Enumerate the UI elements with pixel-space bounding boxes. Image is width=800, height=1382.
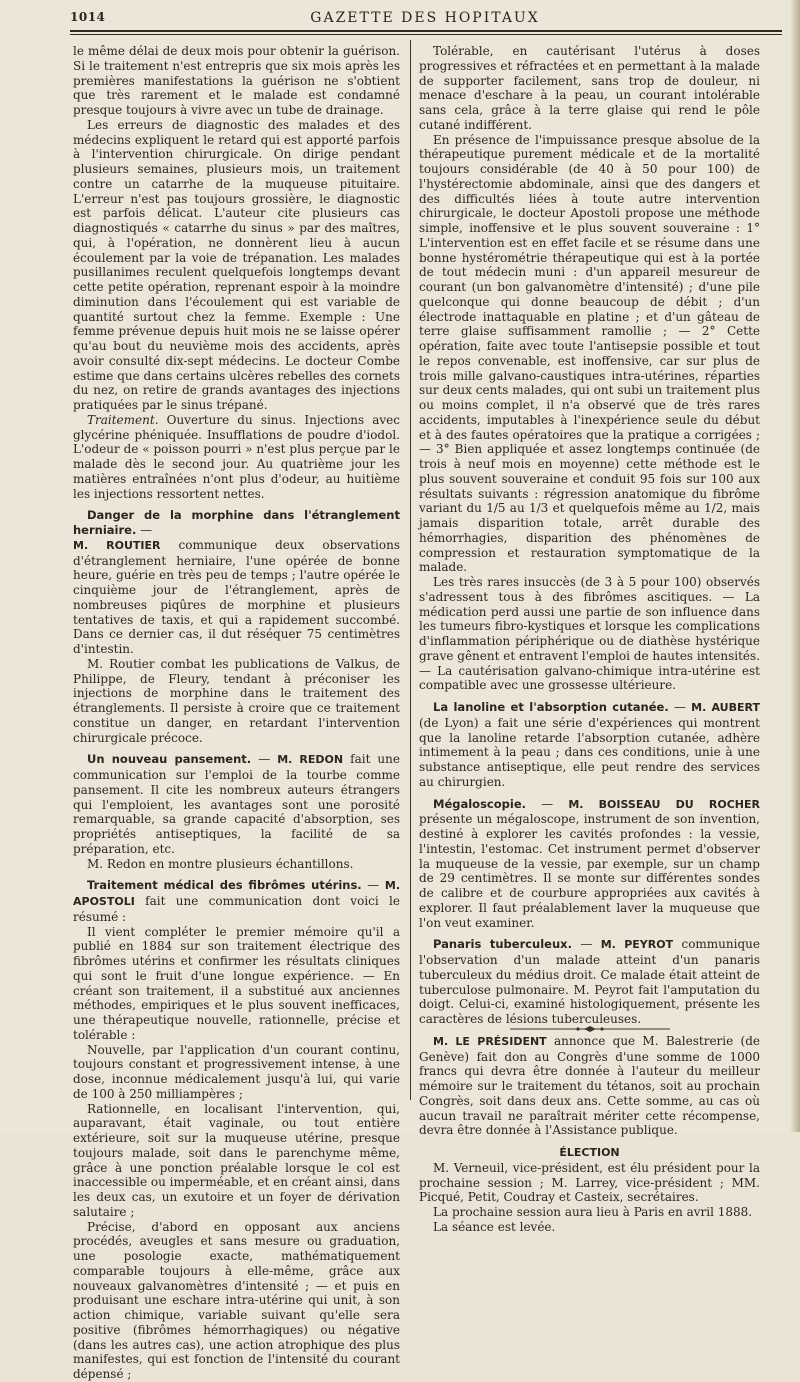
paragraph: Traitement médical des fibrômes utérins. — M. APOSTOLI fait une communication dont voici le résumé : xyxy=(73,878,400,924)
paragraph xyxy=(419,1220,760,1235)
paragraph xyxy=(73,118,400,413)
paragraph-text: La prochaine session aura lieu à Paris en avril 1888. xyxy=(433,1205,753,1219)
left-column xyxy=(73,44,400,1382)
paragraph-text: Nouvelle, par l'application d'un courant continu, toujours constant et progressivement intense, à une dose, inconnue médicalement jusqu'à lui, qui varie de 100 à 250 milliampères ; xyxy=(73,1042,400,1101)
paragraph-text: Les très rares insuccès (de 3 à 5 pour 100) observés s'adressent tous à des fibrômes ascitiques. — La médication perd aussi une partie de son influence dans les tumeurs fibro-kystiques et lorsque les complications d'inflammation périphérique ou de diathèse hystérique grave gênent et entravent l'emploi de hautes intensités. — La cautérisation galvano-chimique intra-utérine est compatible avec une grossesse ultérieure. xyxy=(419,575,761,693)
paragraph xyxy=(73,538,400,657)
section-heading: ÉLECTION xyxy=(559,1146,620,1159)
section-heading: La lanoline et l'absorption cutanée. xyxy=(433,700,669,714)
speaker-name: M. ROUTIER xyxy=(73,538,161,552)
paragraph xyxy=(419,1205,760,1220)
paragraph-text: La séance est levée. xyxy=(433,1219,556,1234)
paragraph-text: fait une communication dont voici le résumé : xyxy=(73,894,400,924)
paragraph xyxy=(73,44,400,118)
paragraph-text: Les erreurs de diagnostic des malades et des médecins expliquent le retard qui est apporté parfois à l'intervention chirurgicale. On dirige pendant plusieurs semaines, plusieurs mois, un traitement contre un catarrhe de la muqueuse pituitaire. L'erreur n'est pas toujours grossière, le diagnostic est parfois délicat. L'auteur cite plusieurs cas diagnostiqués « catarrhe du sinus » par des maîtres, qui, à l'opération, ne donnèrent lieu à aucun écoulement par la voie de trépanation. Les malades pusillanimes reculent quelquefois longtemps devant cette petite opération, reprenant espoir à la moindre diminution dans l'écoulement qui est variable de quantité surtout chez la femme. Exemple : Une femme prévenue depuis huit mois ne se laisse opérer qu'au bout du neuvième mois des accidents, après avoir consulté dix-sept médecins. Le docteur Combe estime que dans certains ulcères rebelles des cornets du nez, on retire de grands avantages des injections pratiquées par le sinus trépané. xyxy=(73,117,400,412)
paragraph xyxy=(73,925,400,1043)
paragraph xyxy=(73,1102,400,1220)
paragraph-text: Ouverture du sinus. Injections avec glycérine phéniquée. Insufflations de poudre d'iodol. L'odeur de « poisson pourri » n'est plus perçue par le malade dès le second jour. Au quatrième jour les matières entraînées n'ont plus d'odeur, au huitième les injections ressortent nettes. xyxy=(73,412,400,501)
header-rule-thin xyxy=(70,34,782,35)
journal-title: GAZETTE DES HOPITAUX xyxy=(310,10,540,26)
speaker-name: M. AUBERT xyxy=(691,701,760,714)
page-number: 1014 xyxy=(70,10,106,24)
section-heading: Panaris tuberculeux. xyxy=(433,937,572,952)
section-heading: Mégaloscopie. xyxy=(433,796,526,811)
speaker-name: M. PEYROT xyxy=(600,938,674,952)
column-divider xyxy=(410,40,411,1100)
paragraph xyxy=(73,508,400,538)
paragraph: Mégaloscopie. — M. BOISSEAU DU ROCHER présente un mégaloscope, instrument de son invention, destiné à explorer les cavités profondes : la vessie, l'intestin, l'estomac. Cet instrument permet d'observer la muqueuse de la vessie, par exemple, sur un champ de 29 centimètres. Il se monte sur différentes sondes de calibre et de courbure appropriées aux cavités à explorer. Il faut préalablement laver la muqueuse que l'on veut examiner. xyxy=(419,796,760,930)
paragraph-text: Rationnelle, en localisant l'intervention, qui, auparavant, était vaginale, ou tout entière extérieure, soit sur la muqueuse utérine, presque toujours malade, soit dans le parenchyme même, grâce à une ponction préalable lorsque le col est inaccessible ou imperméable, et en créant ainsi, dans les deux cas, un exutoire et un foyer de dérivation salutaire ; xyxy=(73,1101,400,1219)
paragraph xyxy=(419,575,760,693)
page-edge-shadow xyxy=(790,0,800,1132)
paragraph-text: (de Lyon) a fait une série d'expériences qui montrent que la lanoline retarde l'absorption cutanée, adhère intimement à la peau ; dans ces conditions, unie à une substance antiseptique, elle peut rendre des services au chirurgien. xyxy=(419,715,760,789)
paragraph-text: En présence de l'impuissance presque absolue de la thérapeutique purement médicale et de la mortalité toujours considérable (de 40 à 50 pour 100) de l'hystérectomie abdominale, ainsi que des dangers et des difficultés liées à toute autre intervention chirurgicale, le docteur Apostoli propose une méthode simple, inoffensive et le plus souvent souveraine : 1° L'intervention est en effet facile et se résume dans une bonne hystérométrie thérapeutique qui est à la portée de tout médecin muni : d'un appareil mesureur de courant (un bon galvanomètre d'intensité) ; d'une pile quelconque qui donne beaucoup de débit ; d'un électrode inattaquable en platine ; et d'un gâteau de terre glaise suffisamment ramollie ; — 2° Cette opération, faite avec toute l'antisepsie possible et tout le repos convenable, est inoffensive, car sur plus de trois mille galvano-caustiques intra-utérines, réparties sur deux cents malades, qui ont subi un traitement plus ou moins complet, il n'a observé que de très rares accidents, imputables à l'inexpérience seule du début et à des fautes opératoires que la pratique a corrigées ; — 3° Bien appliquée et assez longtemps continuée (de trois à neuf mois en moyenne) cette méthode est le plus souvent souveraine et conduit 95 fois sur 100 aux résultats suivants : régression anatomique du fibrôme variant du 1/5 au 1/3 et quelquefois même au 1/2, mais jamais disparition totale, arrêt durable des hémorrhagies, disparition des phénomènes de compression et restauration symptomatique de la malade. xyxy=(419,132,760,575)
section-heading: Un nouveau pansement. xyxy=(87,752,252,767)
header-rule-thick xyxy=(70,30,782,32)
paragraph xyxy=(419,1034,760,1138)
paragraph xyxy=(419,44,760,133)
paragraph-text: M. Routier combat les publications de Valkus, de Philippe, de Fleury, tendant à préconiser les injections de morphine dans le traitement des étranglements. Il persiste à croire que ce traitement constitue un danger, en retardant l'intervention chirurgicale précoce. xyxy=(73,656,400,745)
page-header xyxy=(70,8,780,30)
paragraph xyxy=(419,1161,760,1205)
paragraph-text: Tolérable, en cautérisant l'utérus à doses progressives et réfractées et en permettant à la malade de supporter facilement, sans trop de douleur, ni menace d'eschare à la peau, un courant intolérable sans cela, grâce à la terre glaise qui rend le pôle cutané indifférent. xyxy=(419,44,760,132)
paragraph: Un nouveau pansement. — M. REDON fait une communication sur l'emploi de la tourbe comme pansement. Il cite les nombreux auteurs étrangers qui l'emploient, les avantages sont une porosité remarquable, sa grande capacité d'absorption, ses propriétés antiseptiques, la facilité de sa préparation, etc. xyxy=(73,752,400,856)
speaker-name: M. APOSTOLI xyxy=(73,879,400,908)
paragraph-text: Il vient compléter le premier mémoire qu'il a publié en 1884 sur son traitement électrique des fibrômes utérins et confirmer les résultats cliniques qui sont le fruit d'une longue expérience. — En créant son traitement, il a substitué aux anciennes méthodes, empiriques et le plus souvent inefficaces, une thérapeutique nouvelle, rationnelle, précise et tolérable : xyxy=(73,924,400,1042)
speaker-name: M. BOISSEAU DU ROCHER xyxy=(568,797,760,811)
paragraph-text: présente un mégaloscope, instrument de son invention, destiné à explorer les cavités profondes : la vessie, l'intestin, l'estomac. Cet instrument permet d'observer la muqueuse de la vessie, par exemple, sur un champ de 29 centimètres. Il se monte sur différentes sondes de calibre et de courbure appropriées aux cavités à explorer. Il faut préalablement laver la muqueuse que l'on veut examiner. xyxy=(419,812,760,930)
section-heading: Traitement médical des fibrômes utérins. xyxy=(87,878,362,893)
paragraph xyxy=(419,133,760,576)
paragraph-text: communique l'observation d'un malade atteint d'un panaris tuberculeux du médius droit. Ce malade était atteint de tuberculose pulmonaire. M. Peyrot fait l'amputation du doigt. Celui-ci, examiné histologiquement, présente les caractères de lésions tuberculeuses. xyxy=(419,937,760,1026)
paragraph xyxy=(73,857,400,872)
right-column xyxy=(419,44,760,1235)
paragraph-text: fait une communication sur l'emploi de la tourbe comme pansement. Il cite les nombreux auteurs étrangers qui l'emploient, les avantages sont une porosité remarquable, sa grande capacité d'absorption, ses propriétés antiseptiques, la facilité de sa préparation, etc. xyxy=(73,752,400,856)
paragraph: La lanoline et l'absorption cutanée. — M. AUBERT (de Lyon) a fait une série d'expériences qui montrent que la lanoline retarde l'absorption cutanée, adhère intimement à la peau ; dans ces conditions, unie à une substance antiseptique, elle peut rendre des services au chirurgien. xyxy=(419,700,760,789)
paragraph-text: le même délai de deux mois pour obtenir la guérison. Si le traitement n'est entrepris que six mois après les premières manifestations la guérison ne s'obtient que très rarement et le malade est condamné presque toujours à vivre avec un tube de drainage. xyxy=(73,44,400,117)
paragraph-text: — xyxy=(136,523,153,537)
speaker-name: M. LE PRÉSIDENT xyxy=(433,1034,547,1048)
end-ornament xyxy=(510,1025,670,1033)
paragraph-text: annonce que M. Balestrerie (de Genève) fait don au Congrès d'une somme de 1000 francs qui devra être donnée à l'auteur du meilleur mémoire sur le traitement du tétanos, soit au prochain Congrès, soit dans deux ans. Cette somme, au cas où aucun travail ne paraîtrait mériter cette récompense, devra être donnée à l'Assistance publique. xyxy=(419,1033,760,1138)
section-heading: Danger de la morphine dans l'étranglement herniaire. xyxy=(73,508,400,537)
paragraph-text: M. Redon en montre plusieurs échantillons. xyxy=(87,856,354,871)
paragraph-text: M. Verneuil, vice-président, est élu président pour la prochaine session ; M. Larrey, vice-président ; MM. Picqué, Petit, Coudray et Casteix, secrétaires. xyxy=(419,1160,760,1205)
speaker-name: M. REDON xyxy=(277,753,344,767)
paragraph-text: communique deux observations d'étranglement herniaire, l'une opérée de bonne heure, guérie en très peu de temps ; l'autre opérée le cinquième jour de l'étranglement, après de nombreuses piqûres de morphine et plusieurs tentatives de taxis, et qui a rapidement succombé. Dans ce dernier cas, il dut réséquer 75 centimètres d'intestin. xyxy=(73,537,400,656)
paragraph xyxy=(73,1220,400,1382)
paragraph-text: Précise, d'abord en opposant aux anciens procédés, aveugles et sans mesure ou graduation, une posologie exacte, mathématiquement comparable toujours à elle-même, grâce aux nouveaux galvanomètres d'intensité ; — et puis en produisant une eschare intra-utérine qui unit, à son action chimique, variable suivant qu'elle sera positive (fibrômes hémorrhagiques) ou négative (dans les autres cas), une action atrophique des plus manifestes, qui est fonction de l'intensité du courant dépensé ; xyxy=(73,1219,400,1381)
paragraph xyxy=(73,657,400,746)
paragraph-lead: Traitement. xyxy=(87,412,159,427)
paragraph xyxy=(73,1043,400,1102)
paragraph xyxy=(73,413,400,502)
paragraph: Panaris tuberculeux. — M. PEYROT communique l'observation d'un malade atteint d'un panaris tuberculeux du médius droit. Ce malade était atteint de tuberculose pulmonaire. M. Peyrot fait l'amputation du doigt. Celui-ci, examiné histologiquement, présente les caractères de lésions tuberculeuses. xyxy=(419,937,760,1026)
